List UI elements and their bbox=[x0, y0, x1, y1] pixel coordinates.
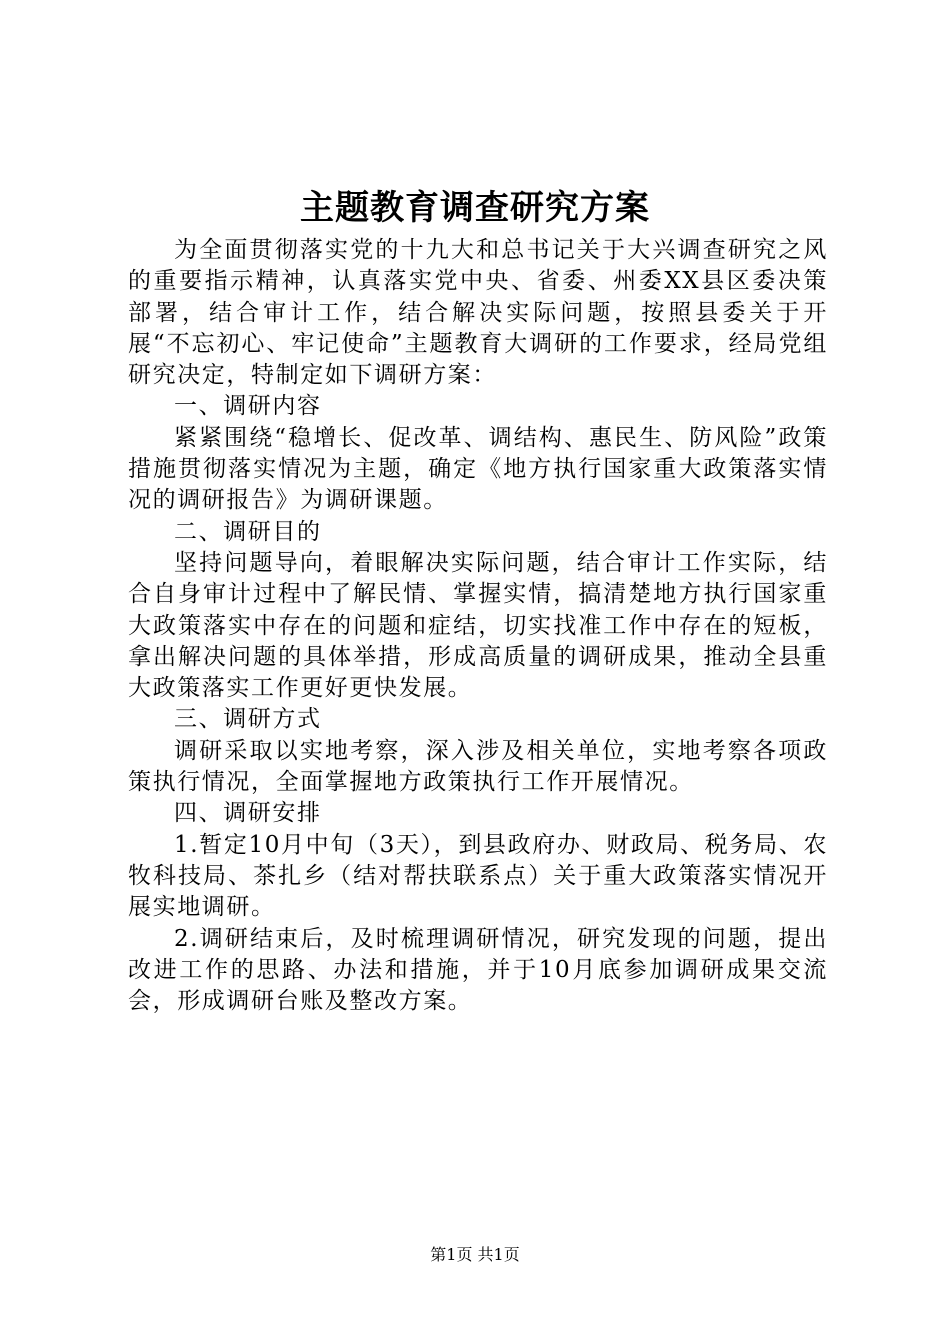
section-heading-purpose: 二、调研目的 bbox=[174, 518, 322, 545]
method-paragraph: 调研采取以实地考察，深入涉及相关单位，实地考察各项政策执行情况，全面掌握地方政策执行工作开展情况。 bbox=[128, 737, 828, 796]
section-heading-method: 三、调研方式 bbox=[174, 706, 322, 733]
section-heading-arrangement: 四、调研安排 bbox=[174, 800, 322, 827]
intro-paragraph: 为全面贯彻落实党的十九大和总书记关于大兴调查研究之风的重要指示精神，认真落实党中央、省委、州委XX县区委决策部署，结合审计工作，结合解决实际问题，按照县委关于开展“不忘初心、牢记使命”主题教育大调研的工作要求，经局党组研究决定，特制定如下调研方案： bbox=[128, 237, 828, 389]
document-body bbox=[128, 235, 828, 1017]
document-title: 主题教育调查研究方案 bbox=[300, 188, 650, 228]
content-paragraph: 紧紧围绕“稳增长、促改革、调结构、惠民生、防风险”政策措施贯彻落实情况为主题，确定《地方执行国家重大政策落实情况的调研报告》为调研课题。 bbox=[128, 424, 828, 514]
section-heading-content: 一、调研内容 bbox=[174, 393, 322, 420]
page-footer: 第1页 共1页 bbox=[430, 1245, 520, 1264]
arrangement-item-1: 1.暂定10月中旬（3天），到县政府办、财政局、税务局、农牧科技局、茶扎乡（结对帮扶联系点）关于重大政策落实情况开展实地调研。 bbox=[128, 831, 828, 921]
purpose-paragraph: 坚持问题导向，着眼解决实际问题，结合审计工作实际，结合自身审计过程中了解民情、掌握实情，搞清楚地方执行国家重大政策落实中存在的问题和症结，切实找准工作中存在的短板，拿出解决问题的具体举措，形成高质量的调研成果，推动全县重大政策落实工作更好更快发展。 bbox=[128, 549, 828, 702]
arrangement-item-2: 2.调研结束后，及时梳理调研情况，研究发现的问题，提出改进工作的思路、办法和措施，并于10月底参加调研成果交流会，形成调研台账及整改方案。 bbox=[128, 925, 828, 1015]
